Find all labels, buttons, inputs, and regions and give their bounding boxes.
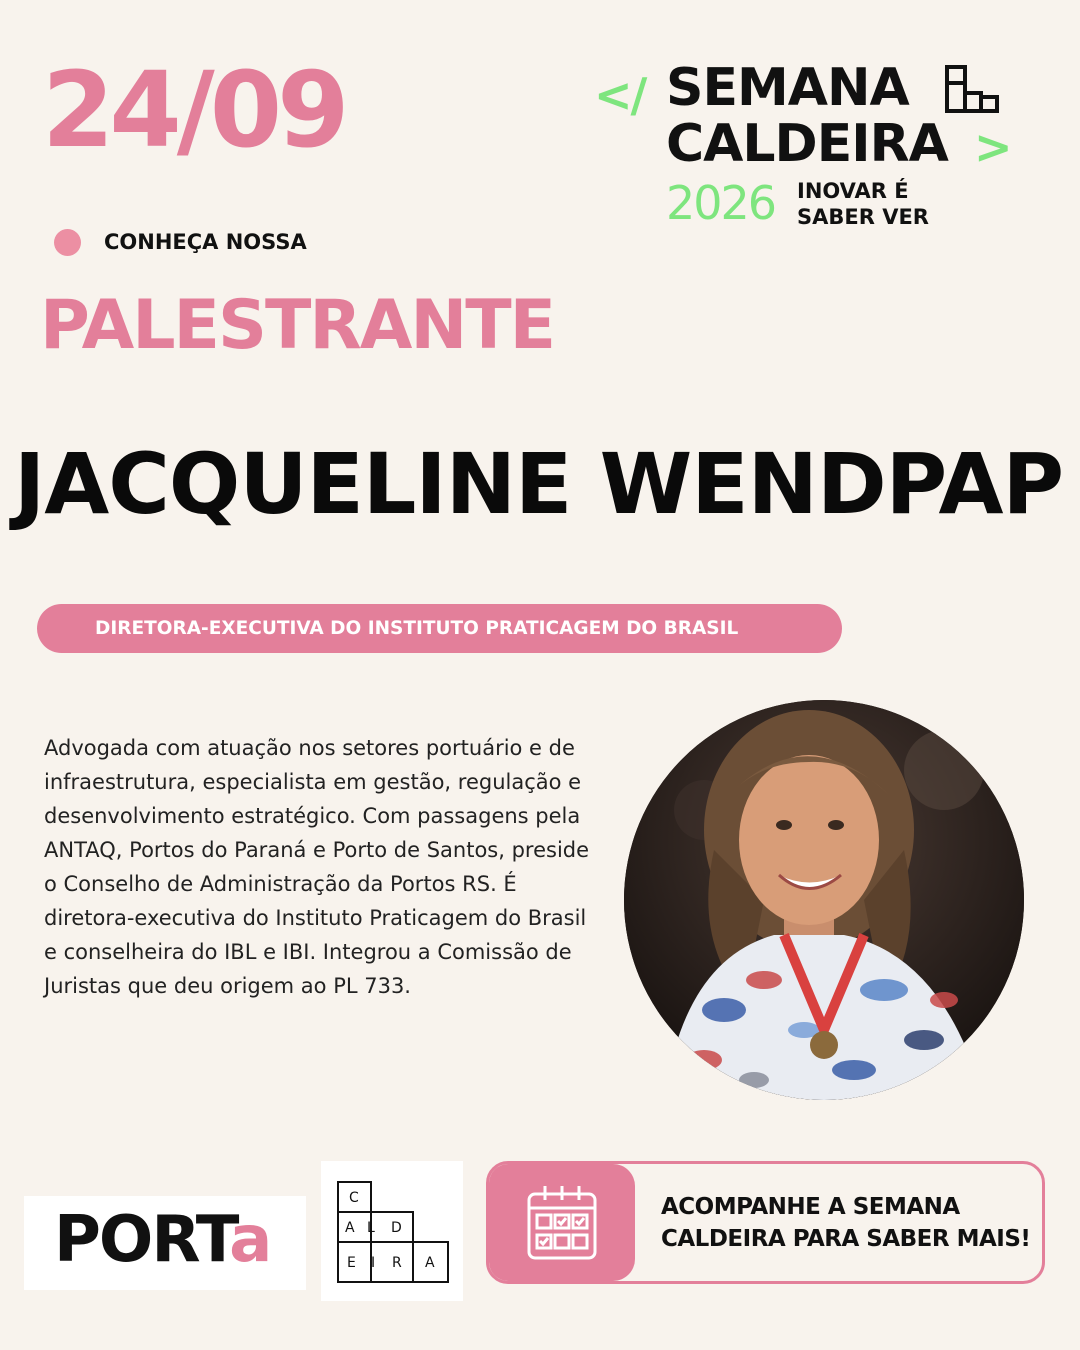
speaker-portrait-image [624,700,1024,1100]
bullet-dot [54,229,81,256]
logo-close-bracket: > [974,120,1013,174]
caldeira-letter: E [347,1255,356,1271]
porta-wordmark-main: PORT [54,1203,230,1277]
logo-year: 2026 [666,176,776,230]
caldeira-letter: C [349,1190,359,1206]
speaker-photo [624,700,1024,1100]
section-heading: PALESTRANTE [40,286,555,365]
follow-cta-box[interactable] [486,1161,1045,1284]
semana-caldeira-logo [594,58,1024,232]
logo-tagline: INOVAR É SABER VER [797,179,929,229]
caldeira-blocks-mark [321,1161,463,1301]
cta-text: ACOMPANHE A SEMANA CALDEIRA PARA SABER MAIS! [661,1194,1031,1252]
caldeira-letter: R [392,1255,402,1271]
speaker-role-pill [37,604,842,653]
cta-icon-pane [489,1164,635,1281]
logo-blocks-icon [944,64,1002,116]
porta-logo [24,1196,306,1290]
caldeira-letter: D [391,1220,402,1236]
eyebrow-text: CONHEÇA NOSSA [104,230,307,254]
caldeira-letter: A [425,1255,435,1271]
caldeira-letter: I [371,1255,376,1271]
porta-wordmark [54,1203,271,1277]
caldeira-logo [321,1161,463,1301]
logo-line-caldeira: CALDEIRA [666,114,948,174]
caldeira-letter: L [367,1220,375,1236]
speaker-name: JACQUELINE WENDPAP [14,435,1064,533]
porta-wordmark-accent: a [229,1203,271,1277]
logo-line-semana: SEMANA [666,58,909,118]
logo-open-bracket: </ [594,68,646,122]
caldeira-letter: A [345,1220,355,1236]
speaker-bio: Advogada com atuação nos setores portuário e de infraestrutura, especialista em gestão, regulação e desenvolvimento estratégico. Com passagens pela ANTAQ, Portos do Paraná e Porto de Santos, preside o Conselho de Administração da Portos RS. É diretora-executiva do Instituto Praticagem do Brasil e conselheira do IBL e IBI. Integrou a Comissão de Juristas que deu origem ao PL 733. [44,736,590,998]
speaker-role-text: DIRETORA-EXECUTIVA DO INSTITUTO PRATICAGEM DO BRASIL [95,618,739,639]
calendar-icon [525,1182,599,1264]
event-date: 24/09 [42,49,345,171]
